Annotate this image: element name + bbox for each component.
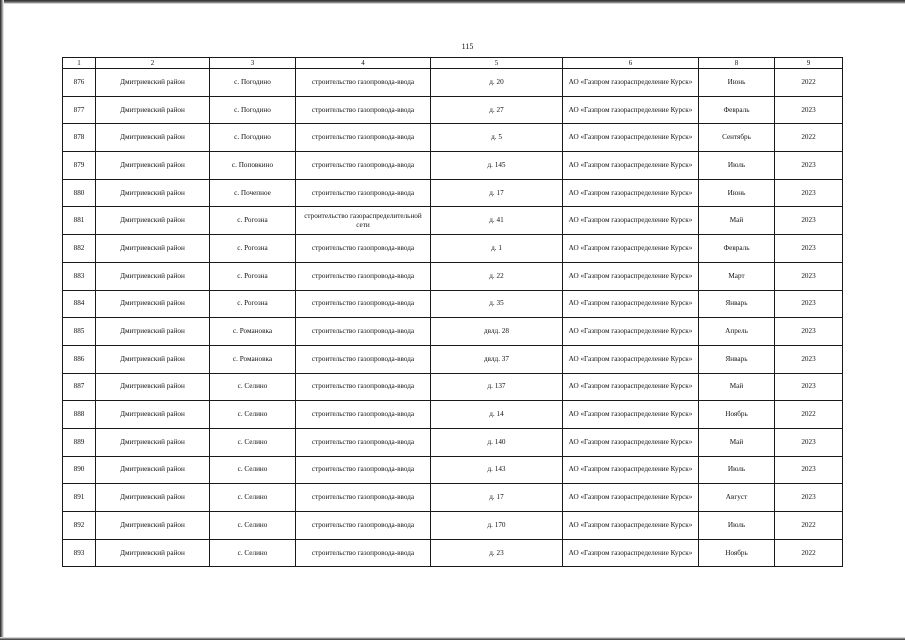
year-cell: 2022 xyxy=(775,401,843,429)
work-type-cell: строительство газопровода-ввода xyxy=(296,235,431,263)
year-cell: 2023 xyxy=(775,484,843,512)
year-cell: 2023 xyxy=(775,207,843,235)
table-row xyxy=(63,290,843,318)
row-number: 878 xyxy=(63,124,96,152)
organization-cell: АО «Газпром газораспределение Курск» xyxy=(563,179,699,207)
district-cell: Дмитриевский район xyxy=(96,152,210,180)
table-row xyxy=(63,345,843,373)
year-cell: 2023 xyxy=(775,456,843,484)
settlement-cell: с. Рогозна xyxy=(210,235,296,263)
table-row xyxy=(63,124,843,152)
address-cell: д. 17 xyxy=(431,484,563,512)
month-cell: Май xyxy=(699,207,775,235)
district-cell: Дмитриевский район xyxy=(96,401,210,429)
table-row xyxy=(63,96,843,124)
table-body xyxy=(63,69,843,567)
settlement-cell: с. Селино xyxy=(210,401,296,429)
month-cell: Апрель xyxy=(699,318,775,346)
column-header: 2 xyxy=(96,58,210,69)
column-header: 1 xyxy=(63,58,96,69)
district-cell: Дмитриевский район xyxy=(96,428,210,456)
month-cell: Июнь xyxy=(699,179,775,207)
work-type-cell: строительство газопровода-ввода xyxy=(296,262,431,290)
header-row xyxy=(63,58,843,69)
settlement-cell: с. Селино xyxy=(210,373,296,401)
work-type-cell: строительство газопровода-ввода xyxy=(296,96,431,124)
district-cell: Дмитриевский район xyxy=(96,235,210,263)
district-cell: Дмитриевский район xyxy=(96,318,210,346)
work-type-cell: строительство газопровода-ввода xyxy=(296,69,431,97)
row-number: 880 xyxy=(63,179,96,207)
table-row xyxy=(63,235,843,263)
address-cell: д. 140 xyxy=(431,428,563,456)
organization-cell: АО «Газпром газораспределение Курск» xyxy=(563,539,699,567)
organization-cell: АО «Газпром газораспределение Курск» xyxy=(563,124,699,152)
year-cell: 2023 xyxy=(775,96,843,124)
year-cell: 2023 xyxy=(775,428,843,456)
month-cell: Январь xyxy=(699,290,775,318)
organization-cell: АО «Газпром газораспределение Курск» xyxy=(563,152,699,180)
month-cell: Март xyxy=(699,262,775,290)
work-type-cell: строительство газопровода-ввода xyxy=(296,345,431,373)
table-row xyxy=(63,207,843,235)
settlement-cell: с. Рогозна xyxy=(210,290,296,318)
table-row xyxy=(63,152,843,180)
table-row xyxy=(63,401,843,429)
month-cell: Сентябрь xyxy=(699,124,775,152)
row-number: 886 xyxy=(63,345,96,373)
address-cell: д. 145 xyxy=(431,152,563,180)
district-cell: Дмитриевский район xyxy=(96,207,210,235)
row-number: 892 xyxy=(63,512,96,540)
address-cell: д. 143 xyxy=(431,456,563,484)
row-number: 876 xyxy=(63,69,96,97)
work-type-cell: строительство газопровода-ввода xyxy=(296,484,431,512)
row-number: 893 xyxy=(63,539,96,567)
district-cell: Дмитриевский район xyxy=(96,179,210,207)
month-cell: Июль xyxy=(699,512,775,540)
work-type-cell: строительство газопровода-ввода xyxy=(296,539,431,567)
settlement-cell: с. Поповкино xyxy=(210,152,296,180)
year-cell: 2022 xyxy=(775,124,843,152)
organization-cell: АО «Газпром газораспределение Курск» xyxy=(563,235,699,263)
work-type-cell: строительство газопровода-ввода xyxy=(296,512,431,540)
work-type-cell: строительство газопровода-ввода xyxy=(296,373,431,401)
year-cell: 2022 xyxy=(775,69,843,97)
address-cell: д. 5 xyxy=(431,124,563,152)
district-cell: Дмитриевский район xyxy=(96,262,210,290)
organization-cell: АО «Газпром газораспределение Курск» xyxy=(563,69,699,97)
table-row xyxy=(63,69,843,97)
address-cell: двлд. 37 xyxy=(431,345,563,373)
settlement-cell: с. Селино xyxy=(210,484,296,512)
organization-cell: АО «Газпром газораспределение Курск» xyxy=(563,262,699,290)
address-cell: д. 20 xyxy=(431,69,563,97)
month-cell: Февраль xyxy=(699,96,775,124)
year-cell: 2023 xyxy=(775,290,843,318)
row-number: 879 xyxy=(63,152,96,180)
settlement-cell: с. Селино xyxy=(210,428,296,456)
organization-cell: АО «Газпром газораспределение Курск» xyxy=(563,373,699,401)
district-cell: Дмитриевский район xyxy=(96,96,210,124)
year-cell: 2023 xyxy=(775,152,843,180)
settlement-cell: с. Романовка xyxy=(210,345,296,373)
settlement-cell: с. Селино xyxy=(210,512,296,540)
column-header: 4 xyxy=(296,58,431,69)
district-cell: Дмитриевский район xyxy=(96,373,210,401)
row-number: 884 xyxy=(63,290,96,318)
month-cell: Февраль xyxy=(699,235,775,263)
district-cell: Дмитриевский район xyxy=(96,290,210,318)
address-cell: д. 35 xyxy=(431,290,563,318)
year-cell: 2023 xyxy=(775,345,843,373)
table-row xyxy=(63,262,843,290)
table-row xyxy=(63,318,843,346)
row-number: 890 xyxy=(63,456,96,484)
organization-cell: АО «Газпром газораспределение Курск» xyxy=(563,345,699,373)
row-number: 881 xyxy=(63,207,96,235)
column-header: 9 xyxy=(775,58,843,69)
year-cell: 2023 xyxy=(775,179,843,207)
row-number: 883 xyxy=(63,262,96,290)
settlement-cell: с. Романовка xyxy=(210,318,296,346)
year-cell: 2022 xyxy=(775,512,843,540)
table-row xyxy=(63,539,843,567)
district-cell: Дмитриевский район xyxy=(96,345,210,373)
organization-cell: АО «Газпром газораспределение Курск» xyxy=(563,290,699,318)
settlement-cell: с. Почепное xyxy=(210,179,296,207)
row-number: 888 xyxy=(63,401,96,429)
table-row xyxy=(63,428,843,456)
organization-cell: АО «Газпром газораспределение Курск» xyxy=(563,512,699,540)
organization-cell: АО «Газпром газораспределение Курск» xyxy=(563,456,699,484)
settlement-cell: с. Погодино xyxy=(210,96,296,124)
row-number: 889 xyxy=(63,428,96,456)
row-number: 891 xyxy=(63,484,96,512)
work-type-cell: строительство газопровода-ввода xyxy=(296,290,431,318)
address-cell: д. 41 xyxy=(431,207,563,235)
work-type-cell: строительство газопровода-ввода xyxy=(296,152,431,180)
month-cell: Август xyxy=(699,484,775,512)
work-type-cell: строительство газопровода-ввода xyxy=(296,428,431,456)
year-cell: 2023 xyxy=(775,373,843,401)
settlement-cell: с. Рогозна xyxy=(210,262,296,290)
district-cell: Дмитриевский район xyxy=(96,124,210,152)
address-cell: д. 17 xyxy=(431,179,563,207)
page-number: 115 xyxy=(461,42,474,51)
settlement-cell: с. Погодино xyxy=(210,69,296,97)
address-cell: д. 170 xyxy=(431,512,563,540)
month-cell: Май xyxy=(699,373,775,401)
settlement-cell: с. Рогозна xyxy=(210,207,296,235)
month-cell: Июнь xyxy=(699,69,775,97)
organization-cell: АО «Газпром газораспределение Курск» xyxy=(563,484,699,512)
table-row xyxy=(63,456,843,484)
table-row xyxy=(63,179,843,207)
month-cell: Ноябрь xyxy=(699,401,775,429)
table-row xyxy=(63,484,843,512)
organization-cell: АО «Газпром газораспределение Курск» xyxy=(563,96,699,124)
address-cell: д. 14 xyxy=(431,401,563,429)
work-type-cell: строительство газопровода-ввода xyxy=(296,179,431,207)
column-header: 6 xyxy=(563,58,699,69)
table-row xyxy=(63,512,843,540)
month-cell: Май xyxy=(699,428,775,456)
month-cell: Ноябрь xyxy=(699,539,775,567)
work-type-cell: строительство газопровода-ввода xyxy=(296,401,431,429)
organization-cell: АО «Газпром газораспределение Курск» xyxy=(563,401,699,429)
address-cell: д. 137 xyxy=(431,373,563,401)
row-number: 882 xyxy=(63,235,96,263)
address-cell: д. 27 xyxy=(431,96,563,124)
district-cell: Дмитриевский район xyxy=(96,539,210,567)
column-header: 3 xyxy=(210,58,296,69)
work-type-cell: строительство газораспределительной сети xyxy=(296,207,431,235)
address-cell: д. 22 xyxy=(431,262,563,290)
scan-border-left xyxy=(0,0,4,640)
work-type-cell: строительство газопровода-ввода xyxy=(296,124,431,152)
month-cell: Июль xyxy=(699,152,775,180)
month-cell: Июль xyxy=(699,456,775,484)
scan-border-top xyxy=(0,0,905,4)
settlement-cell: с. Селино xyxy=(210,539,296,567)
row-number: 887 xyxy=(63,373,96,401)
district-cell: Дмитриевский район xyxy=(96,456,210,484)
settlement-cell: с. Погодино xyxy=(210,124,296,152)
organization-cell: АО «Газпром газораспределение Курск» xyxy=(563,207,699,235)
district-cell: Дмитриевский район xyxy=(96,484,210,512)
settlement-cell: с. Селино xyxy=(210,456,296,484)
column-header: 8 xyxy=(699,58,775,69)
district-cell: Дмитриевский район xyxy=(96,512,210,540)
year-cell: 2023 xyxy=(775,318,843,346)
table-row xyxy=(63,373,843,401)
year-cell: 2023 xyxy=(775,262,843,290)
organization-cell: АО «Газпром газораспределение Курск» xyxy=(563,428,699,456)
row-number: 877 xyxy=(63,96,96,124)
district-cell: Дмитриевский район xyxy=(96,69,210,97)
address-cell: д. 1 xyxy=(431,235,563,263)
address-cell: двлд. 28 xyxy=(431,318,563,346)
year-cell: 2023 xyxy=(775,235,843,263)
address-cell: д. 23 xyxy=(431,539,563,567)
work-type-cell: строительство газопровода-ввода xyxy=(296,456,431,484)
column-header: 5 xyxy=(431,58,563,69)
month-cell: Январь xyxy=(699,345,775,373)
organization-cell: АО «Газпром газораспределение Курск» xyxy=(563,318,699,346)
register-table xyxy=(62,57,843,567)
work-type-cell: строительство газопровода-ввода xyxy=(296,318,431,346)
row-number: 885 xyxy=(63,318,96,346)
year-cell: 2022 xyxy=(775,539,843,567)
